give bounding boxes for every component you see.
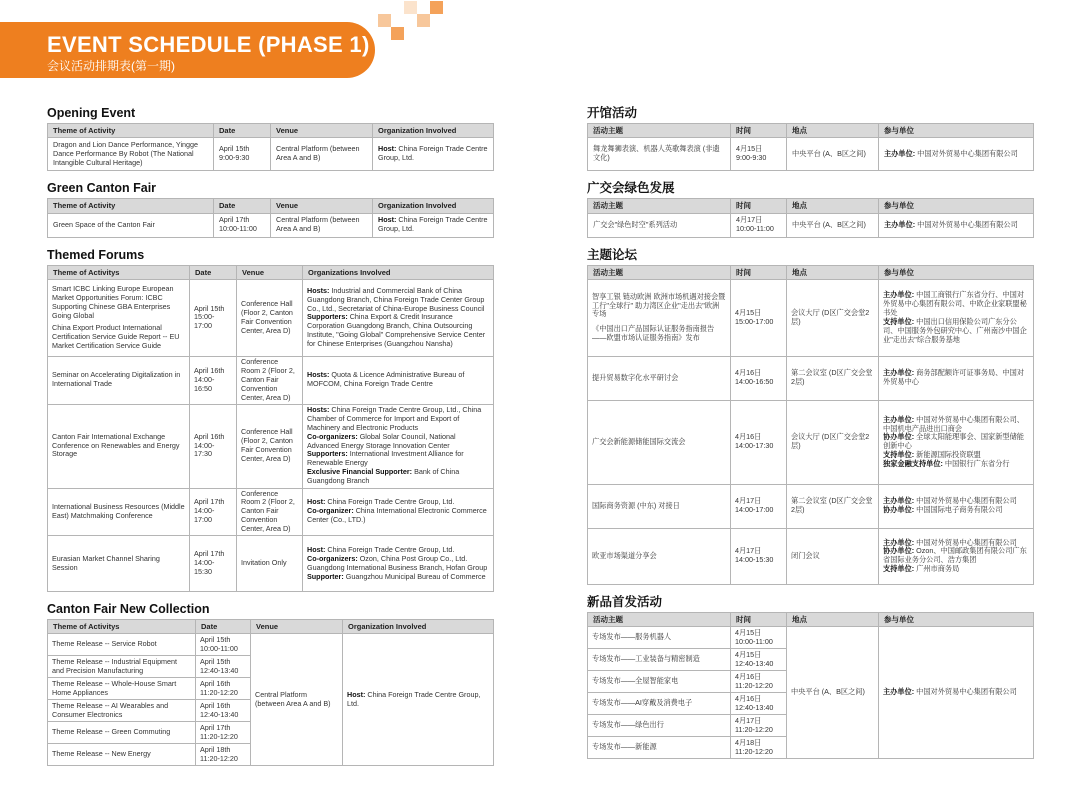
date-cell: April 16th 12:40-13:40 [196, 700, 251, 722]
theme-cell: 国际商务资源 (中东) 对接日 [588, 484, 731, 528]
date-cell: 4月16日 14:00-16:50 [731, 356, 787, 400]
table-row [588, 213, 1034, 237]
column-header: Organization Involved [373, 199, 494, 213]
date-cell: April 15th 12:40-13:40 [196, 656, 251, 678]
theme-cell: Smart ICBC Linking Europe European Market Opportunities Forum: ICBC Supporting Chinese GBA Enterprises Going Global China Export Product International Certification Service Guide Report -- EU Market Certification Service Guide [48, 279, 190, 356]
page-subtitle: 会议活动排期表(第一期) [47, 59, 175, 73]
venue-cell: 中央平台 (A、B区之间) [787, 627, 879, 759]
date-cell: 4月15日 12:40-13:40 [731, 649, 787, 671]
venue-cell: 闭门会议 [787, 528, 879, 584]
theme-cell: Eurasian Market Channel Sharing Session [48, 536, 190, 592]
column-header: 时间 [731, 265, 787, 279]
venue-cell: 第二会议室 (D区广交会堂2层) [787, 356, 879, 400]
section-title-forums-cn: 主题论坛 [587, 247, 638, 262]
column-header: Date [214, 199, 271, 213]
theme-cell: 专场发布——全屋智能家电 [588, 671, 731, 693]
column-header: 时间 [731, 124, 787, 138]
venue-cell: Conference Room 2 (Floor 2, Canton Fair Convention Center, Area D) [237, 356, 303, 404]
section-title-new-collection-cn: 新品首发活动 [587, 594, 663, 609]
column-header: 参与单位 [879, 265, 1034, 279]
decor-square [404, 1, 417, 14]
column-header: 参与单位 [879, 612, 1034, 626]
org-cell: 主办单位: 中国对外贸易中心集团有限公司、中国机电产品进出口商会 协办单位: 全球太阳能理事会、国家新型储能创新中心 支持单位: 新能源国际投资联盟 独家金融支持单位: 中国银行广东省分行 [879, 400, 1034, 484]
theme-cell: 专场发布——服务机器人 [588, 627, 731, 649]
theme-cell: Theme Release -- Industrial Equipment and Precision Manufacturing [48, 656, 196, 678]
column-header: Organization Involved [373, 124, 494, 138]
date-cell: 4月16日 14:00-17:30 [731, 400, 787, 484]
venue-cell: Invitation Only [237, 536, 303, 592]
column-header: 参与单位 [879, 199, 1034, 213]
column-header: 活动主题 [588, 124, 731, 138]
theme-cell: 广交会新能源储能国际交流会 [588, 400, 731, 484]
date-cell: April 17th 11:20-12:20 [196, 722, 251, 744]
column-header: 地点 [787, 265, 879, 279]
venue-cell: 中央平台 (A、B区之间) [787, 213, 879, 237]
section-title-forums: Themed Forums [47, 247, 145, 262]
org-cell: 主办单位: 中国对外贸易中心集团有限公司 [879, 627, 1034, 759]
date-cell: 4月17日 14:00-15:30 [731, 528, 787, 584]
column-header: Date [190, 265, 237, 279]
date-cell: 4月15日 9:00-9:30 [731, 138, 787, 171]
org-cell: Host: China Foreign Trade Centre Group, Ltd. [373, 138, 494, 171]
theme-cell: Dragon and Lion Dance Performance, Yingge Dance Performance By Robot (The National Intangible Cultural Heritage) [48, 138, 214, 171]
org-cell: 主办单位: 中国工商银行广东省分行、中国对外贸易中心集团有限公司、中欧企业家联盟秘书处 支持单位: 中国出口信用保险公司广东分公司、中国服务外包研究中心、广州南沙中国企业"走出去"综合服务基地 [879, 279, 1034, 356]
date-cell: April 15th 10:00-11:00 [196, 634, 251, 656]
venue-cell: Central Platform (between Area A and B) [271, 213, 373, 237]
decor-square [391, 27, 404, 40]
theme-cell: Green Space of the Canton Fair [48, 213, 214, 237]
date-cell: April 17th 14:00-15:30 [190, 536, 237, 592]
table-row [588, 356, 1034, 400]
theme-cell: Theme Release -- AI Wearables and Consumer Electronics [48, 700, 196, 722]
section-title-opening: Opening Event [47, 106, 136, 120]
new-collection-table [47, 619, 494, 766]
decor-square [378, 14, 391, 27]
date-cell: April 15th 9:00-9:30 [214, 138, 271, 171]
org-cell: 主办单位: 中国对外贸易中心集团有限公司 [879, 213, 1034, 237]
column-header: 活动主题 [588, 612, 731, 626]
venue-cell: 中央平台 (A、B区之间) [787, 138, 879, 171]
page-title: EVENT SCHEDULE (PHASE 1) [47, 32, 370, 57]
forums-table-cn [587, 265, 1034, 585]
theme-cell: 智享工银 链动欧洲 欧洲市场机遇对接会暨工行"全球行" 助力湾区企业"走出去"欧洲专场 《中国出口产品国际认证服务指南报告——欧盟市场认证服务指南》发布 [588, 279, 731, 356]
date-cell: April 16th 11:20-12:20 [196, 678, 251, 700]
org-cell: 主办单位: 商务部配额许可证事务局、中国对外贸易中心 [879, 356, 1034, 400]
table-row [588, 627, 1034, 649]
header-banner [0, 22, 375, 78]
column-header: Organizations Involved [303, 265, 494, 279]
date-cell: 4月17日 11:20-12:20 [731, 715, 787, 737]
green-table [47, 198, 494, 237]
date-cell: April 15th 15:00-17:00 [190, 279, 237, 356]
opening-table [47, 123, 494, 171]
table-row [48, 536, 494, 592]
date-cell: April 16th 14:00-17:30 [190, 404, 237, 488]
date-cell: 4月17日 14:00-17:00 [731, 484, 787, 528]
column-header: 地点 [787, 612, 879, 626]
table-row [588, 484, 1034, 528]
column-header: Theme of Activitys [48, 620, 196, 634]
column-header: Theme of Activity [48, 124, 214, 138]
date-cell: 4月15日 15:00-17:00 [731, 279, 787, 356]
org-cell: 主办单位: 中国对外贸易中心集团有限公司 协办单位: Ozon、中国邮政集团有限公司广东省国际业务分公司、浩方集团 支持单位: 广州市商务局 [879, 528, 1034, 584]
date-cell: 4月16日 12:40-13:40 [731, 693, 787, 715]
theme-cell: 广交会"绿色时空"系列活动 [588, 213, 731, 237]
venue-cell: Conference Room 2 (Floor 2, Canton Fair Convention Center, Area D) [237, 488, 303, 536]
theme-cell: Seminar on Accelerating Digitalization in International Trade [48, 356, 190, 404]
venue-cell: Conference Hall (Floor 2, Canton Fair Convention Center, Area D) [237, 279, 303, 356]
date-cell: April 18th 11:20-12:20 [196, 744, 251, 766]
org-cell: 主办单位: 中国对外贸易中心集团有限公司 [879, 138, 1034, 171]
opening-table-cn [587, 123, 1034, 171]
date-cell: April 16th 14:00-16:50 [190, 356, 237, 404]
theme-cell: 提升贸易数字化水平研讨会 [588, 356, 731, 400]
date-cell: 4月15日 10:00-11:00 [731, 627, 787, 649]
table-row [48, 213, 494, 237]
column-header: Date [196, 620, 251, 634]
column-header: Organization Involved [343, 620, 494, 634]
column-header: 活动主题 [588, 265, 731, 279]
theme-cell: 专场发布——绿色出行 [588, 715, 731, 737]
section-title-green: Green Canton Fair [47, 181, 157, 196]
theme-cell: 专场发布——AI穿戴及消费电子 [588, 693, 731, 715]
date-cell: 4月16日 11:20-12:20 [731, 671, 787, 693]
decor-square [430, 1, 443, 14]
org-cell: Host: China Foreign Trade Centre Group, Ltd. [373, 213, 494, 237]
english-column [47, 103, 493, 766]
section-title-opening-cn: 开馆活动 [587, 106, 638, 120]
table-row [588, 400, 1034, 484]
venue-cell: Central Platform (between Area A and B) [271, 138, 373, 171]
table-row [588, 528, 1034, 584]
table-row [48, 138, 494, 171]
table-row [48, 404, 494, 488]
section-title-green-cn: 广交会绿色发展 [587, 181, 675, 196]
date-cell: 4月17日 10:00-11:00 [731, 213, 787, 237]
venue-cell: 第二会议室 (D区广交会堂2层) [787, 484, 879, 528]
column-header: Theme of Activitys [48, 265, 190, 279]
venue-cell: 会议大厅 (D区广交会堂2层) [787, 400, 879, 484]
section-title-new-collection: Canton Fair New Collection [47, 602, 210, 617]
theme-cell: 专场发布——新能源 [588, 737, 731, 759]
column-header: 时间 [731, 612, 787, 626]
column-header: Venue [251, 620, 343, 634]
theme-cell: Theme Release -- Service Robot [48, 634, 196, 656]
column-header: Theme of Activity [48, 199, 214, 213]
venue-cell: Conference Hall (Floor 2, Canton Fair Convention Center, Area D) [237, 404, 303, 488]
theme-cell: 舞龙舞狮表演、机器人英歌舞表演 (非遗文化) [588, 138, 731, 171]
theme-cell: Theme Release -- New Energy [48, 744, 196, 766]
table-row [48, 634, 494, 656]
theme-cell: Theme Release -- Green Commuting [48, 722, 196, 744]
forums-table [47, 265, 494, 593]
table-row [48, 279, 494, 356]
column-header: 地点 [787, 199, 879, 213]
org-cell: Host: China Foreign Trade Centre Group, Ltd. Co-organizer: China International Electronic Commerce Center (Co., LTD.) [303, 488, 494, 536]
date-cell: 4月18日 11:20-12:20 [731, 737, 787, 759]
theme-cell: 专场发布——工业装备与精密制造 [588, 649, 731, 671]
column-header: Venue [271, 199, 373, 213]
org-cell: Hosts: Quota & Licence Administrative Bureau of MOFCOM, China Foreign Trade Centre [303, 356, 494, 404]
date-cell: April 17th 14:00-17:00 [190, 488, 237, 536]
column-header: Venue [237, 265, 303, 279]
venue-cell: 会议大厅 (D区广交会堂2层) [787, 279, 879, 356]
column-header: 活动主题 [588, 199, 731, 213]
table-row [48, 488, 494, 536]
date-cell: April 17th 10:00-11:00 [214, 213, 271, 237]
column-header: Venue [271, 124, 373, 138]
org-cell: 主办单位: 中国对外贸易中心集团有限公司 协办单位: 中国国际电子商务有限公司 [879, 484, 1034, 528]
table-row [588, 279, 1034, 356]
org-cell: Hosts: Industrial and Commercial Bank of China Guangdong Branch, China Foreign Trade Center Group Co., Ltd., Secretariat of China-Europe Business Council Supporters: China Export & Credit Insurance Corporation Guangdong Branch, China Outsourcing Institute, "Going Global" Comprehensive Service Center for Chinese Enterprises (Guangzhou Nansha) [303, 279, 494, 356]
column-header: 时间 [731, 199, 787, 213]
table-row [48, 356, 494, 404]
org-cell: Host: China Foreign Trade Centre Group, Ltd. Co-organizers: Ozon, China Post Group Co., Ltd. Guangdong International Business Branch, Hofan Group Supporter: Guangzhou Municipal Bureau of Commerce [303, 536, 494, 592]
column-header: Date [214, 124, 271, 138]
org-cell: Host: China Foreign Trade Centre Group, Ltd. [343, 634, 494, 766]
column-header: 参与单位 [879, 124, 1034, 138]
decor-square [417, 14, 430, 27]
chinese-column [587, 103, 1033, 759]
org-cell: Hosts: China Foreign Trade Centre Group, Ltd., China Chamber of Commerce for Import and Export of Machinery and Electronic Products Co-organizers: Global Solar Council, National Advanced Energy Storage Innovation Center Supporters: International Investment Alliance for Renewable Energy Exclusive Financial Supporter: Bank of China Guangdong Branch [303, 404, 494, 488]
theme-cell: Theme Release -- Whole-House Smart Home Appliances [48, 678, 196, 700]
theme-cell: 欧亚市场渠道分享会 [588, 528, 731, 584]
new-collection-table-cn [587, 612, 1034, 759]
venue-cell: Central Platform (between Area A and B) [251, 634, 343, 766]
table-row [588, 138, 1034, 171]
green-table-cn [587, 198, 1034, 237]
theme-cell: International Business Resources (Middle East) Matchmaking Conference [48, 488, 190, 536]
column-header: 地点 [787, 124, 879, 138]
theme-cell: Canton Fair International Exchange Conference on Renewables and Energy Storage [48, 404, 190, 488]
